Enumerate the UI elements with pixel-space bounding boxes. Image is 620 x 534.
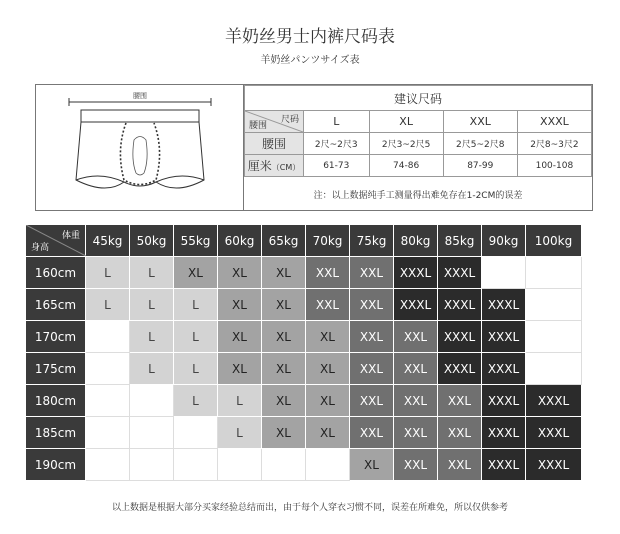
cm-value: 61-73 <box>304 155 370 177</box>
size-cell <box>526 289 582 321</box>
size-cell: L <box>174 289 218 321</box>
size-cell: XXXL <box>526 449 582 481</box>
height-weight-size-table <box>25 224 582 481</box>
size-cell <box>86 353 130 385</box>
size-cell: XXL <box>306 289 350 321</box>
size-cell: XXXL <box>394 289 438 321</box>
weight-header: 50kg <box>130 225 174 257</box>
weight-header: 85kg <box>438 225 482 257</box>
weight-header: 55kg <box>174 225 218 257</box>
size-cell: L <box>218 385 262 417</box>
size-cell: L <box>86 257 130 289</box>
waist-measure-label: 腰围 <box>133 92 147 100</box>
size-cell <box>130 449 174 481</box>
grid-corner <box>26 225 86 257</box>
size-cell: XL <box>218 289 262 321</box>
weight-header: 60kg <box>218 225 262 257</box>
measurement-note: 注：以上数据纯手工测量得出难免存在1-2CM的误差 <box>245 177 592 212</box>
weight-header: 45kg <box>86 225 130 257</box>
size-cell <box>130 417 174 449</box>
size-cell: XXL <box>394 385 438 417</box>
size-cell <box>86 417 130 449</box>
weight-header: 65kg <box>262 225 306 257</box>
height-label: 175cm <box>26 353 86 385</box>
size-cell: XL <box>218 353 262 385</box>
size-header: L <box>304 111 370 133</box>
corner-height-label: 身高 <box>31 243 50 253</box>
size-cell: XL <box>306 417 350 449</box>
size-cell: XL <box>218 321 262 353</box>
size-cell: XXXL <box>482 289 526 321</box>
waist-row-label: 腰围 <box>245 133 304 155</box>
size-cell: XL <box>306 353 350 385</box>
table-row <box>26 289 582 321</box>
weight-header: 80kg <box>394 225 438 257</box>
size-chart-box <box>35 84 593 211</box>
height-label: 185cm <box>26 417 86 449</box>
size-cell: XXL <box>394 449 438 481</box>
size-cell: L <box>174 321 218 353</box>
size-cell <box>86 449 130 481</box>
size-cell <box>526 321 582 353</box>
size-cell <box>482 257 526 289</box>
size-cell: XXL <box>394 417 438 449</box>
size-cell: XXL <box>350 417 394 449</box>
size-cell: XXL <box>438 449 482 481</box>
size-cell: L <box>130 353 174 385</box>
corner-weight-label: 体重 <box>61 231 80 241</box>
size-cell: XXL <box>350 385 394 417</box>
size-cell <box>306 449 350 481</box>
size-cell <box>526 353 582 385</box>
cm-value: 100-108 <box>517 155 591 177</box>
waist-value: 2尺3~2尺5 <box>369 133 443 155</box>
height-label: 190cm <box>26 449 86 481</box>
cm-unit: （CM） <box>271 163 301 172</box>
weight-header: 90kg <box>482 225 526 257</box>
weight-header: 100kg <box>526 225 582 257</box>
size-cell <box>86 321 130 353</box>
briefs-drawing <box>36 85 243 210</box>
waist-value: 2尺~2尺3 <box>304 133 370 155</box>
cm-value: 74-86 <box>369 155 443 177</box>
size-cell: XXXL <box>482 417 526 449</box>
waist-value: 2尺5~2尺8 <box>443 133 517 155</box>
size-cell: L <box>174 353 218 385</box>
size-table-corner <box>245 111 304 133</box>
table-row <box>26 385 582 417</box>
corner-size-label: 尺码 <box>280 115 299 125</box>
size-cell: XL <box>262 385 306 417</box>
size-cell: XL <box>262 417 306 449</box>
size-header: XXXL <box>517 111 591 133</box>
table-row <box>26 257 582 289</box>
size-cell: XXL <box>350 321 394 353</box>
size-cell: XXXL <box>394 257 438 289</box>
size-cell <box>526 257 582 289</box>
size-cell <box>218 449 262 481</box>
footer-disclaimer: 以上数据是根据大部分买家经验总结而出，由于每个人穿衣习惯不同，误差在所难免，所以仅供参考 <box>111 503 508 513</box>
height-label: 165cm <box>26 289 86 321</box>
height-label: 160cm <box>26 257 86 289</box>
underwear-illustration <box>36 85 244 210</box>
size-header: XL <box>369 111 443 133</box>
size-cell: XXL <box>350 289 394 321</box>
size-cell <box>262 449 306 481</box>
corner-waist-label: 腰围 <box>249 121 268 131</box>
table-row <box>26 449 582 481</box>
size-cell: XL <box>350 449 394 481</box>
waist-value: 2尺8~3尺2 <box>517 133 591 155</box>
size-cell: L <box>86 289 130 321</box>
size-cell: XXL <box>394 353 438 385</box>
size-cell: XL <box>262 257 306 289</box>
size-cell: L <box>130 257 174 289</box>
recommended-size-table <box>244 85 592 210</box>
size-cell: XXL <box>394 321 438 353</box>
size-cell: L <box>174 385 218 417</box>
size-cell <box>174 449 218 481</box>
size-cell: L <box>130 289 174 321</box>
size-cell: XXXL <box>482 321 526 353</box>
size-header: XXL <box>443 111 517 133</box>
size-cell: XXXL <box>526 385 582 417</box>
size-cell: XXL <box>438 417 482 449</box>
weight-header: 75kg <box>350 225 394 257</box>
page-title: 羊奶丝男士内裤尺码表 <box>225 27 395 47</box>
size-cell: XXXL <box>482 353 526 385</box>
size-cell <box>130 385 174 417</box>
height-label: 170cm <box>26 321 86 353</box>
size-cell: XL <box>174 257 218 289</box>
size-cell: XXXL <box>526 417 582 449</box>
cm-value: 87-99 <box>443 155 517 177</box>
recommended-size-heading: 建议尺码 <box>245 86 592 111</box>
size-cell: XL <box>218 257 262 289</box>
table-row <box>26 353 582 385</box>
table-row <box>26 321 582 353</box>
size-cell: XXXL <box>438 257 482 289</box>
size-cell: XXXL <box>438 321 482 353</box>
size-cell: L <box>130 321 174 353</box>
weight-header: 70kg <box>306 225 350 257</box>
size-cell: XXXL <box>438 353 482 385</box>
size-cell <box>174 417 218 449</box>
size-cell <box>86 385 130 417</box>
size-cell: XL <box>262 321 306 353</box>
size-cell: XXXL <box>482 385 526 417</box>
size-cell: XL <box>262 289 306 321</box>
size-cell: XXL <box>438 385 482 417</box>
size-cell: L <box>218 417 262 449</box>
size-cell: XXXL <box>438 289 482 321</box>
page-subtitle: 羊奶丝パンツサイズ表 <box>260 55 360 66</box>
size-cell: XXL <box>350 257 394 289</box>
size-cell: XL <box>306 321 350 353</box>
height-label: 180cm <box>26 385 86 417</box>
cm-row-label: 厘米 <box>247 159 272 173</box>
size-cell: XL <box>306 385 350 417</box>
size-cell: XXXL <box>482 449 526 481</box>
table-row <box>26 417 582 449</box>
size-cell: XXL <box>350 353 394 385</box>
cm-row-label-cell <box>245 155 304 177</box>
size-cell: XXL <box>306 257 350 289</box>
size-cell: XL <box>262 353 306 385</box>
